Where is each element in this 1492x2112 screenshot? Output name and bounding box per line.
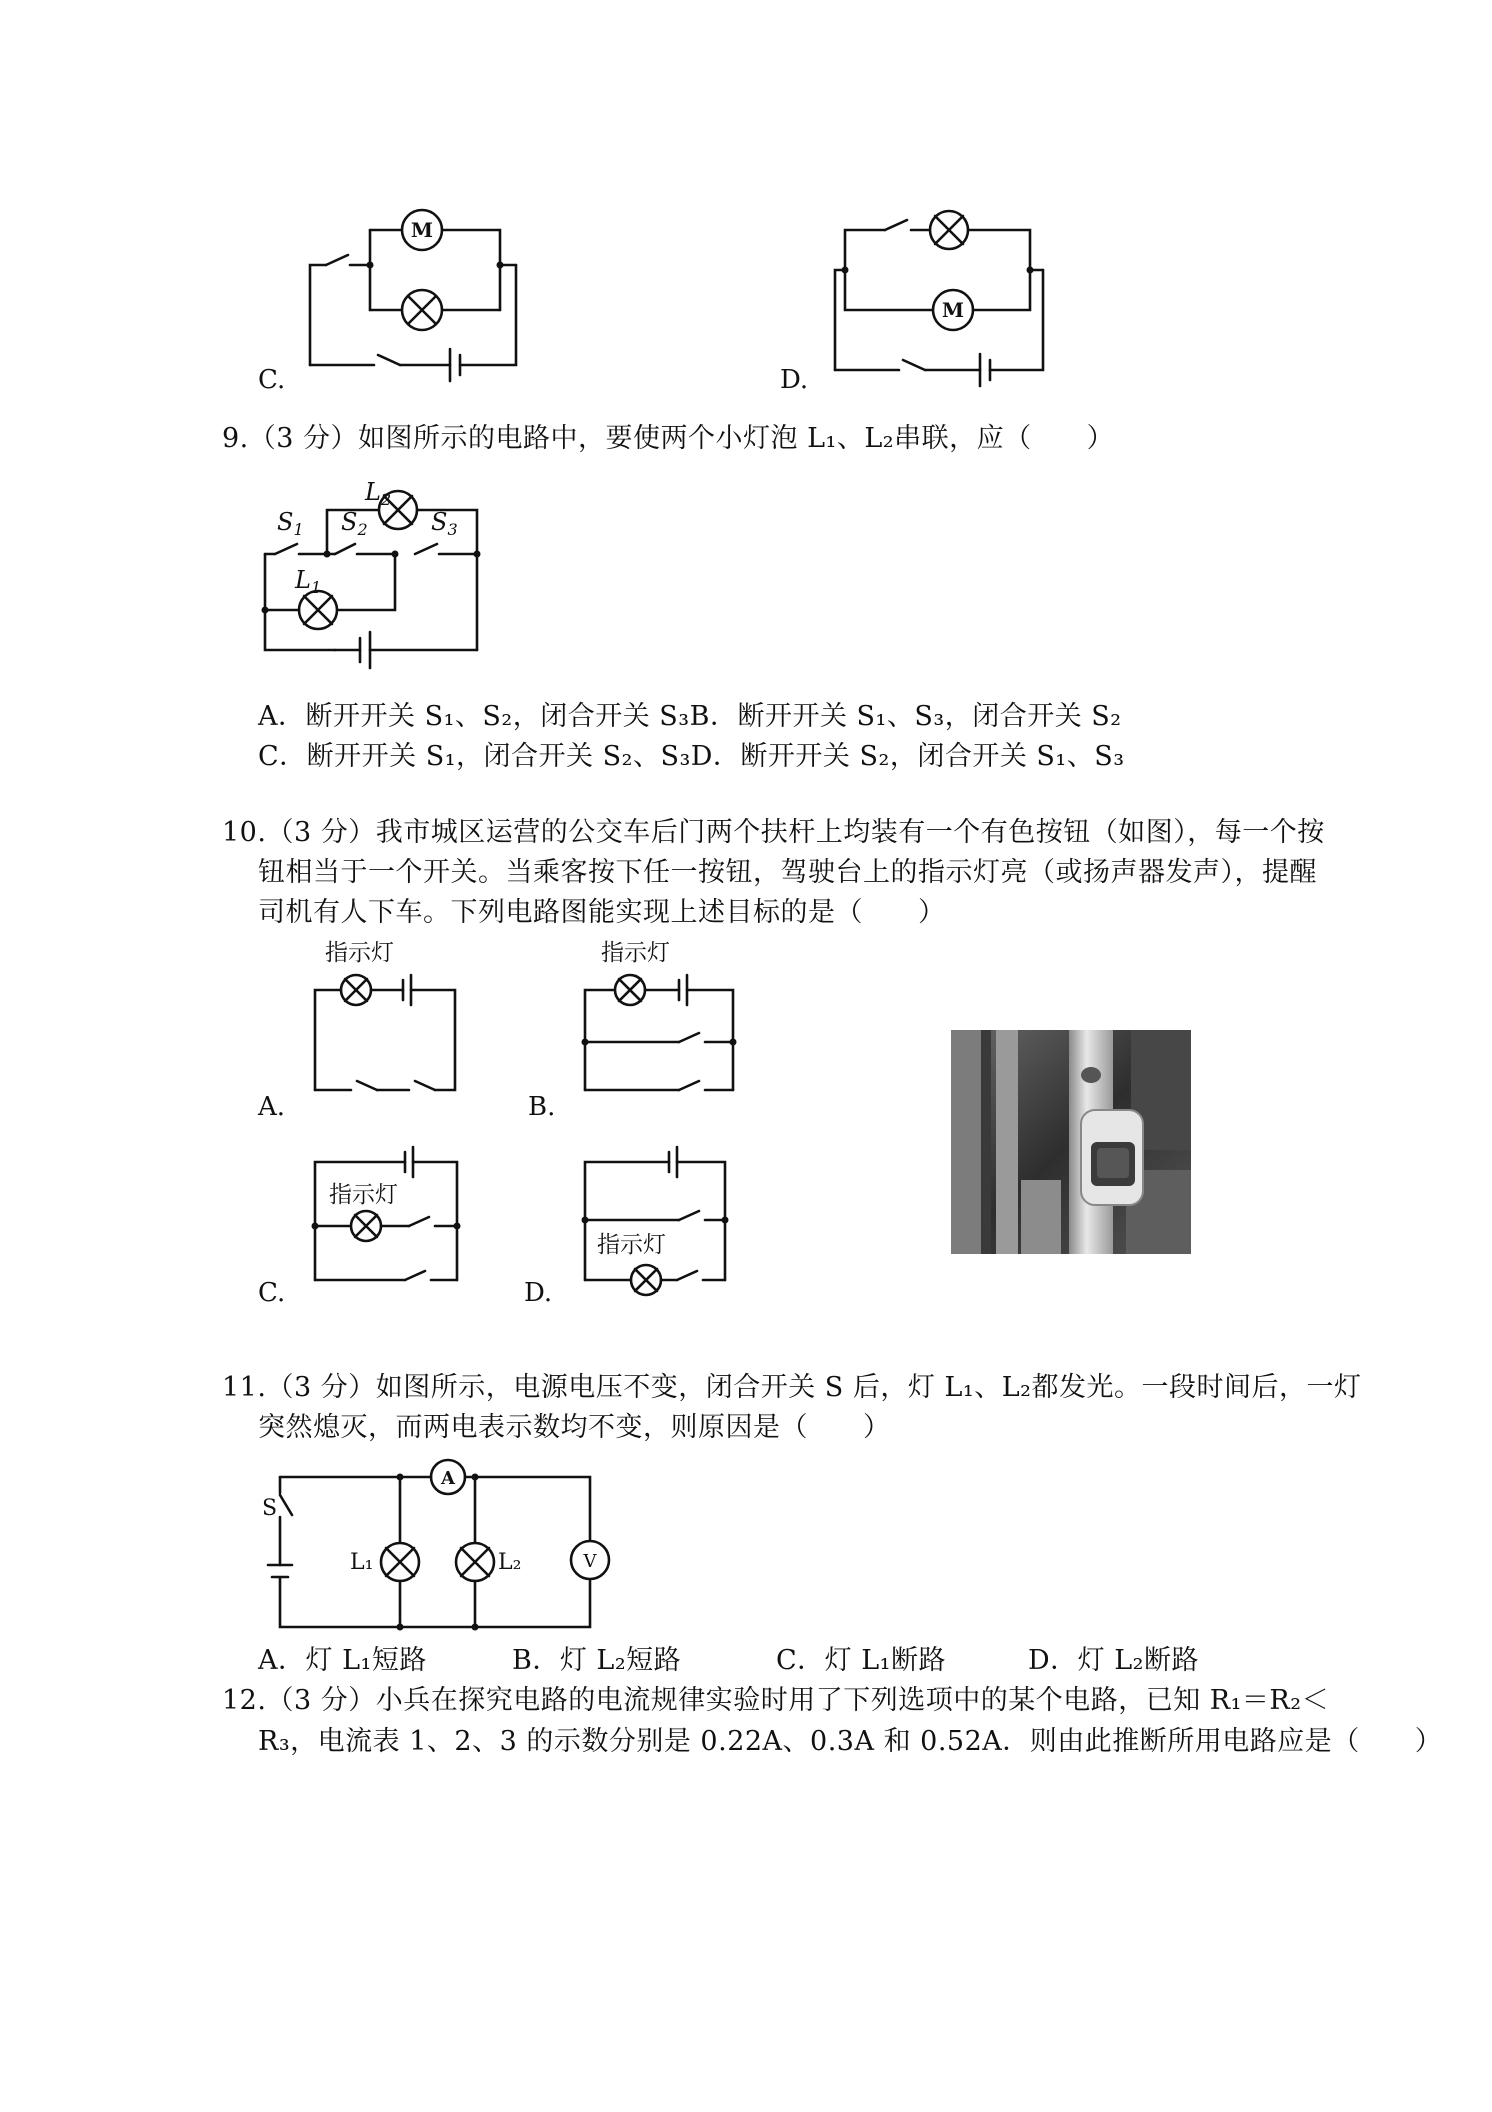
q11-option-d: D．灯 L₂断路: [1028, 1645, 1199, 1676]
q10-circuit-c: [305, 1140, 475, 1290]
q8-option-c-label: C.: [258, 365, 286, 395]
voltmeter-label: V: [583, 1551, 597, 1572]
q11-label-l2: L₂: [498, 1550, 522, 1575]
q11-option-a: A．灯 L₁短路: [258, 1645, 427, 1676]
q11-stem-line2: 突然熄灭，而两电表示数均不变，则原因是（ ）: [258, 1412, 891, 1443]
indicator-lamp-label: 指示灯: [329, 1182, 398, 1208]
ammeter-label: A: [441, 1468, 455, 1489]
q10-stem-line3: 司机有人下车。下列电路图能实现上述目标的是（ ）: [258, 897, 946, 928]
motor-symbol: M: [941, 298, 965, 322]
bus-handrail-button-photo: [951, 1030, 1191, 1254]
q11-label-l1: L₁: [350, 1550, 374, 1575]
q8-circuit-c: [300, 205, 530, 380]
q11-circuit: [260, 1455, 630, 1635]
q9-label-s2: $S_2$: [341, 508, 368, 539]
q10-option-a-label: A.: [258, 1092, 286, 1122]
q10-stem-line1: 10.（3 分）我市城区运营的公交车后门两个扶杆上均装有一个有色按钮（如图），每一个按: [222, 817, 1325, 848]
q9-stem: 9.（3 分）如图所示的电路中，要使两个小灯泡 L₁、L₂串联，应（ ）: [222, 423, 1115, 454]
indicator-lamp-label: 指示灯: [325, 940, 394, 966]
q9-options-line1: A．断开开关 S₁、S₂，闭合开关 S₃B．断开开关 S₁、S₃，闭合开关 S₂: [258, 701, 1122, 732]
q11-stem-line1: 11.（3 分）如图所示，电源电压不变，闭合开关 S 后，灯 L₁、L₂都发光。一段时间后，一灯: [222, 1372, 1362, 1403]
q10-stem-line2: 钮相当于一个开关。当乘客按下任一按钮，驾驶台上的指示灯亮（或扬声器发声），提醒: [258, 857, 1317, 888]
q10-option-b-label: B.: [528, 1092, 556, 1122]
q11-option-b: B．灯 L₂短路: [512, 1645, 682, 1676]
q11-option-c: C．灯 L₁断路: [776, 1645, 946, 1676]
q8-option-d-label: D.: [780, 365, 809, 395]
q9-label-s3: $S_3$: [431, 508, 458, 539]
q12-stem-line2: R₃，电流表 1、2、3 的示数分别是 0.22A、0.3A 和 0.52A．则由此推断所用电路应是（ ）: [258, 1726, 1443, 1757]
indicator-lamp-label: 指示灯: [597, 1232, 666, 1258]
q9-label-l1: $L_1$: [295, 566, 322, 597]
q10-circuit-b: [575, 935, 745, 1110]
indicator-lamp-label: 指示灯: [601, 940, 670, 966]
q10-circuit-d: [575, 1140, 745, 1290]
q9-options-line2: C．断开开关 S₁，闭合开关 S₂、S₃D．断开开关 S₂，闭合开关 S₁、S₃: [258, 741, 1125, 772]
q9-label-l2: $L_2$: [365, 478, 392, 509]
q11-label-s: S: [262, 1496, 278, 1521]
q10-option-c-label: C.: [258, 1278, 286, 1308]
q8-circuit-d: [825, 210, 1055, 380]
q10-option-d-label: D.: [524, 1278, 553, 1308]
q9-label-s1: $S_1$: [277, 508, 304, 539]
motor-symbol: M: [410, 218, 434, 242]
q10-circuit-a: [305, 935, 465, 1110]
q12-stem-line1: 12.（3 分）小兵在探究电路的电流规律实验时用了下列选项中的某个电路，已知 R₁＝R₂＜: [222, 1685, 1330, 1716]
q9-circuit: [255, 470, 495, 680]
